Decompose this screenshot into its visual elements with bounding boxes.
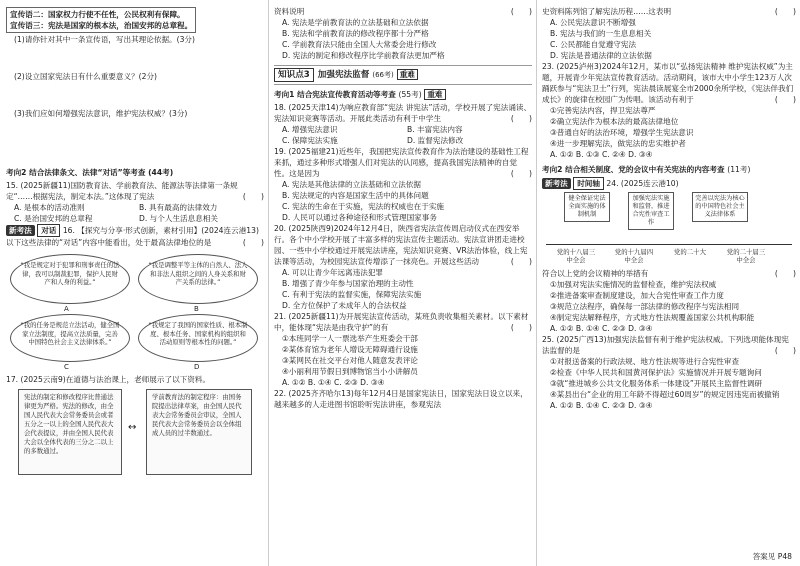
sub-question-1: (1)请你针对其中一条宣传语，写出其理论依据。(3分) — [14, 35, 195, 44]
timeline-label-3: 党的二十大 — [674, 248, 706, 256]
option-a: A. 宪法是学前教育法的立法基础和立法依据 — [282, 18, 429, 27]
question-18: 18. (2025天津14)为响应教育部“宪法 讲宪法”活动，学校开展了宪法诵读、宪法知识竞赛等活动。开展此类活动有利于中学生 ( ) — [274, 103, 532, 124]
slogan-two: 宣传语二：国家权力行使不任性，公民权利有保障。 — [10, 10, 185, 19]
timeline-box-1: 健全保证宪法全面实施的体制机制 — [564, 192, 610, 222]
question-21: 21. (2025新疆11)为开展宪法宣传活动，某班负责收集相关素材。以下素材中，能体现“宪法是由我守护”的有 ( ) — [274, 312, 532, 333]
column-divider — [268, 0, 269, 566]
timeline-label-2: 党的十九届四中全会 — [614, 248, 654, 264]
question-16: 新考法 对话 16. 【探究与分享·形式创新，素材引用】(2024连云港13)以下这些法律的“对话”内容中能看出，处于最高法律地位的是 ( ) — [6, 226, 264, 247]
bubble-c: “我的任务是规范立法活动，健全国家立法制度，提高立法质量，完善中国特色社会主义法律体系。” — [10, 314, 130, 362]
question-25: 25. (2025广西13)加强宪法监督有利于维护宪法权威。下列选项能体现宪法监督的是 ( ) — [542, 335, 796, 355]
new-method-tag: 新考法 — [542, 178, 571, 189]
column-middle: 资料说明 ( ) A. 宪法是学前教育法的立法基础和立法依据 B. 宪法和学前教育法的修改程序都十分严格 C. 学前教育法只能由全国人大常委会进行修改 D. 宪法的制定和修改程序比学前教育法更加严格 知识点3 加强宪法监督 (66考) 重难 考向1 结合宪法宣传教育活动等考查 (55考) 重难 18. (2025天津14)为响应教育部“宪法 讲宪法”活动，学校开展了宪法诵读、宪法知识竞赛等活动。开展此类活动有利于中学生 ( ) A. 增强宪法意识 B. 丰富宪法内容 C. 保障宪法实施 D. 监督宪法修改 19. (2025福建21)近些年，我国把宪法宣传教育作为法治建设的基础性工程来抓，通过多种形式增强人们对宪法的认同感，提高我国宪法精神的自觉性。这是因为 ( ) A. 宪法是其他法律的立法基础和立法依据 B. 宪法规定的内容是国家生活中的具体问题 C. 宪法的生命在于实施，宪法的权威也在于实施 D. 人民可以通过各种途径和形式管理国家事务 20. (2025陕西9)2024年12月4日，陕西省宪法宣传周启动仪式在西安举行。各个中小学校开展了丰富多样的宪法宣传主题活动。宪法宣讲团走进校园、一些中小学校通过开展宪法讲座，宪法知识竞赛、VR法治体验，线上宪法课等活动，为校园宪法宣传增添了一抹亮色。开展这些活动 ( ) A. 可以让青少年远离违法犯罪 B. 增强了青少年参与国家治理的主动性 C. 有利于宪法的监督实施，保障宪法实施 D. 全方位保护了未成年人的合法权益 21. (2025新疆11)为开展宪法宣传活动，某班负责收集相关素材。以下素材中，能体现“宪法是由我守护”的有 ( ) ①本班同学一人一票选举产生班委会干部 ②某体育馆为老年人增设无障碍通行设施 ③某网民在社交平台对他人随意发表评论 ④小丽利用节假日到博物馆当小小讲解员 A. ①② B. ①④ C. ②③ D. ③④ 22. (2025齐齐哈尔13)每年12月4日是国家宪法日，国家宪法日设立以来，越来越多的人走进图书馆聆听宪法讲座，参观宪法 — [274, 7, 532, 410]
timeline-tag: 时间轴 — [573, 177, 604, 190]
dialogue-tag: 对话 — [37, 224, 60, 237]
timeline-label-4: 党的二十届三中全会 — [726, 248, 766, 264]
timeline-box-3: 完善以宪法为核心的中国特色社会主义法律体系 — [692, 192, 748, 222]
answer-page-reference: 答案见 P48 — [752, 552, 792, 561]
timeline — [542, 192, 796, 266]
options: A. 是根本的活动准则 B. 具有最高的法律效力 — [14, 203, 218, 212]
option-b: B. 宪法和学前教育法的修改程序都十分严格 — [282, 29, 429, 38]
bubble-c-label: C — [64, 363, 69, 371]
question-17: 17. (2025云南9)在道德与法治课上，老师展示了以下资料。 — [6, 375, 211, 384]
sub-question-2: (2)设立国家宪法日有什么重要意义？(2分) — [14, 72, 158, 81]
question-19: 19. (2025福建21)近些年，我国把宪法宣传教育作为法治建设的基础性工程来抓，通过多种形式增强人们对宪法的认同感，提高我国宪法精神的自觉性。这是因为 ( ) — [274, 147, 532, 179]
dialogue-bubbles — [6, 250, 264, 372]
arrow-icon: ↔ — [128, 422, 137, 433]
material-note: 资料说明 ( ) — [274, 7, 532, 16]
timeline-axis — [546, 244, 792, 245]
option-d: D. 宪法的制定和修改程序比学前教育法更加严格 — [282, 51, 445, 60]
question-22: 22. (2025齐齐哈尔13)每年12月4日是国家宪法日，国家宪法日设立以来，越来越多的人走进图书馆聆听宪法讲座，参观宪法 — [274, 389, 528, 410]
question-23: 23. (2025泸州3)2024年12月，某市以“弘扬宪法精神 维护宪法权威”为主题，开展青少年宪法宣传教育活动。活动期间，该市大中小学生123万人次踊跃参与“宪法卫士”行列，宪法晨读展宴全市2000余所学校，《宪法伴我们成长》的旋律在校园广为传唱。该活动有利于 ( ) — [542, 62, 796, 104]
bubble-d: “我规定了我国的国家性质、根本制度、根本任务、国家机构的组织和活动原则等根本性的问题。” — [138, 314, 258, 362]
bubble-a: “我是规定对于犯罪和刑事责任的法律，我可以制裁犯罪，保护人民财产和人身的利益。” — [10, 254, 130, 304]
timeline-label-1: 党的十八届三中全会 — [556, 248, 596, 264]
slogan-box — [6, 7, 196, 33]
options: C. 是治国安邦的总章程 D. 与个人生活息息相关 — [14, 214, 219, 223]
bubble-b-label: B — [194, 305, 199, 313]
option-c: C. 学前教育法只能由全国人大常委会进行修改 — [282, 40, 437, 49]
topic-heading: 考向2 结合法律条文、法律“对话”等考查 (44考) — [6, 168, 174, 177]
column-right: 史资料陈列馆了解宪法历程……这表明 ( ) A. 公民宪法意识不断增强 B. 宪法与我们的一生息息相关 C. 公民都能自觉遵守宪法 D. 宪法是普通法律的立法依据 23. (2025泸州3)2024年12月，某市以“弘扬宪法精神 维护宪法权威”为主题，开展青少年宪法宣传教育活动。活动期间，该市大中小学生123万人次踊跃参与“宪法卫士”行列，宪法晨读展宴全市2000余所学校，《宪法伴我们成长》的旋律在校园广为传唱。该活动有利于 ( ) ①完善宪法内容，捍卫宪法尊严 ②确立宪法作为根本法的最高法律地位 ③普通自好的法治环境，增强学生宪法意识 ④进一步理解宪法，做宪法的忠实维护者 A. ①② B. ①③ C. ②④ D. ③④ 考向2 结合相关制度、党的会议中有关宪法的内容考查 (11考) 新考法 时间轴 24. (2025连云港10) 健全保证宪法全面实施的体制机制 加强宪法实施和监督，推进合宪性审查工作 完善以宪法为核心的中国特色社会主义法律体系 党的十八届三中全会 党的十九届四中全会 党的二十大 党的二十届三中全会 符合以上党的会议精神的举措有 ( ) ①加强对宪法实施情况的监督检查，维护宪法权威 ②推进备案审查制度建设，加大合宪性审查工作力度 ③规范立法程序，确保每一部法律的修改程序与宪法相同 ④制定宪法解释程序，方式地方性法规覆盖国家公共机构职能 A. ①② B. ①④ C. ②③ D. ③④ 25. (2025广西13)加强宪法监督有利于维护宪法权威。下列选项能体现宪法监督的是 ( ) ①对报送备案的行政法规、地方性法规等进行合宪性审查 ②检查《中华人民共和国黄河保护法》实施情况并开展专题询问 ③就“推进城乡公共文化服务体系一体建设”开展民主监督性调研 ④某县出台“企业的用工年龄不得超过60周岁”的规定因违宪而被撤销 A. ①② B. ①④ C. ②③ D. ③④ — [542, 7, 796, 410]
topic-heading: 考向2 结合相关制度、党的会议中有关宪法的内容考查 (11考) — [542, 165, 751, 174]
bubble-d-label: D — [194, 363, 200, 371]
column-divider — [536, 0, 537, 566]
timeline-box-2: 加强宪法实施和监督，推进合宪性审查工作 — [628, 192, 674, 230]
new-method-tag: 新考法 — [6, 225, 35, 236]
column-left — [6, 6, 264, 481]
question-24-lead: 符合以上党的会议精神的举措有 ( ) — [542, 269, 796, 278]
topic-heading: 考向1 结合宪法宣传教育活动等考查 (55考) 重难 — [274, 89, 532, 100]
slogan-three: 宣传语三：宪法是国家的根本法，治国安邦的总章程。 — [10, 21, 193, 30]
sub-question-3: (3)我们应如何增强宪法意识，维护宪法权威？(3分) — [14, 109, 188, 118]
question-20: 20. (2025陕西9)2024年12月4日，陕西省宪法宣传周启动仪式在西安举行。各个中小学校开展了丰富多样的宪法宣传主题活动。宪法宣讲团走进校园、一些中小学校通过开展宪法讲座，宪法知识竞赛、VR法治体验，线上宪法课等活动，为校园宪法宣传增添了一抹亮色。开展这些活动 ( ) — [274, 224, 532, 267]
material-scrolls — [6, 387, 264, 479]
bubble-a-label: A — [64, 305, 69, 313]
scroll-constitution: 宪法的制定和修改程序比普通法律更为严格。宪法的修改，由全国人民代表大会常务委员会或者五分之一以上的全国人民代表大会代表提议，并由全国人民代表大会以全体代表的三分之二以上的多数通过。 — [18, 389, 122, 475]
question-22-continued: 史资料陈列馆了解宪法历程……这表明 ( ) — [542, 7, 796, 16]
knowledge-point-header: 知识点3 加强宪法监督 (66考) 重难 — [274, 65, 532, 85]
scroll-preschool-law: 学前教育法的制定程序：由国务院提出法律草案，由全国人民代表大会常务委员会审议，全国人民代表大会常务委员会以全体组成人员的过半数通过。 — [146, 389, 252, 475]
bubble-b: “我是调整平等主体的自然人、法人和非法人组织之间的人身关系和财产关系的法律。” — [138, 254, 258, 304]
question-15: 15. (2025新疆11)国防教育法、学前教育法、能源法等法律第一条规定“……根据宪法，制定本法。”这体现了宪法 ( ) — [6, 181, 264, 201]
question-24: 新考法 时间轴 24. (2025连云港10) — [542, 177, 796, 190]
